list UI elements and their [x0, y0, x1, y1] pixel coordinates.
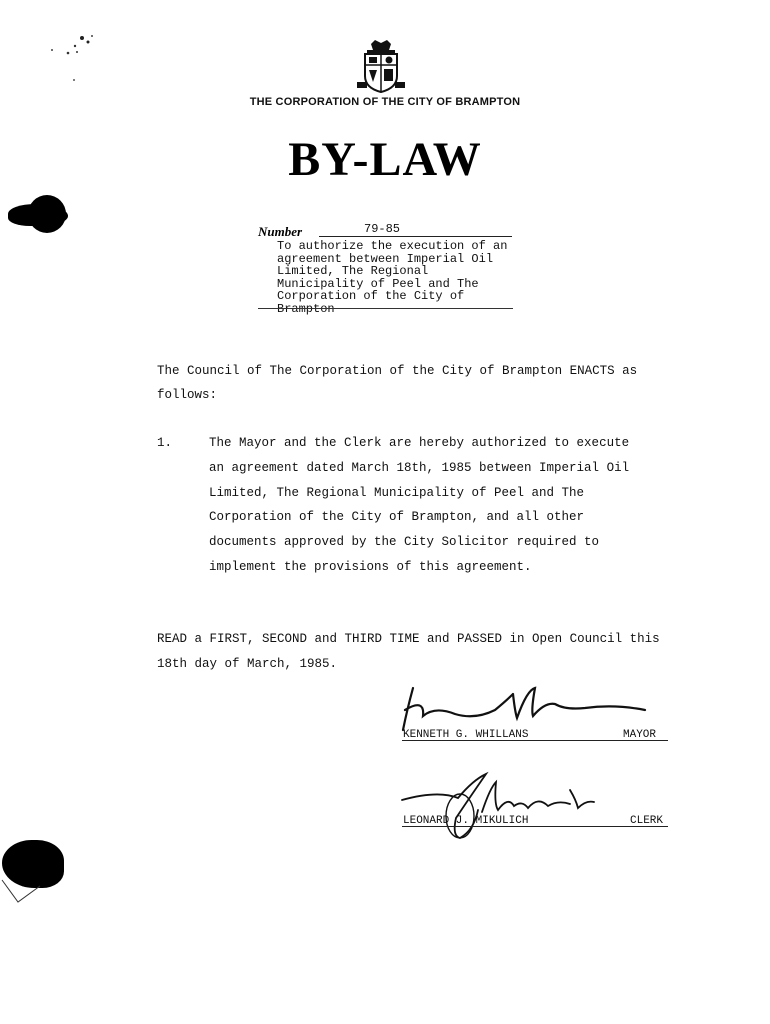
number-underline	[319, 236, 512, 237]
bylaw-summary: To authorize the execution of an agreement between Imperial Oil Limited, The Regional Municipality of Peel and The Corporation of the City of Brampton	[277, 239, 508, 316]
city-crest-icon	[353, 38, 409, 94]
passed-line-2: 18th day of March, 1985.	[157, 657, 338, 671]
corporation-heading: THE CORPORATION OF THE CITY OF BRAMPTON	[249, 96, 521, 108]
passed-line-1: READ a FIRST, SECOND and THIRD TIME and PASSED in Open Council this	[157, 632, 660, 646]
punch-hole-top-round	[28, 195, 66, 233]
punch-hole-tear	[0, 872, 46, 906]
mayor-name: KENNETH G. WHILLANS	[403, 729, 529, 741]
page-title: BY-LAW	[288, 133, 482, 186]
clerk-signature	[398, 770, 598, 842]
clause-line: Corporation of the City of Brampton, and all other	[209, 510, 585, 524]
enacts-line-1: The Council of The Corporation of the City of Brampton ENACTS as	[157, 364, 638, 378]
bylaw-number: 79-85	[364, 222, 401, 236]
number-label: Number	[258, 224, 303, 239]
clause-line: documents approved by the City Solicitor required to	[209, 535, 600, 549]
clause-line: The Mayor and the Clerk are hereby authorized to execute	[209, 436, 630, 450]
enacts-line-2: follows:	[157, 388, 218, 402]
clerk-title: CLERK	[630, 815, 664, 827]
clause-number: 1.	[157, 436, 173, 450]
mayor-title: MAYOR	[623, 729, 657, 741]
mayor-signature	[395, 680, 665, 735]
summary-underline	[258, 308, 513, 309]
clause-line: Limited, The Regional Municipality of Peel and The	[209, 486, 585, 500]
scan-speckle	[30, 28, 110, 88]
clause-line: an agreement dated March 18th, 1985 between Imperial Oil	[209, 461, 630, 475]
clerk-name: LEONARD J. MIKULICH	[403, 815, 529, 827]
clause-line: implement the provisions of this agreement.	[209, 560, 532, 574]
